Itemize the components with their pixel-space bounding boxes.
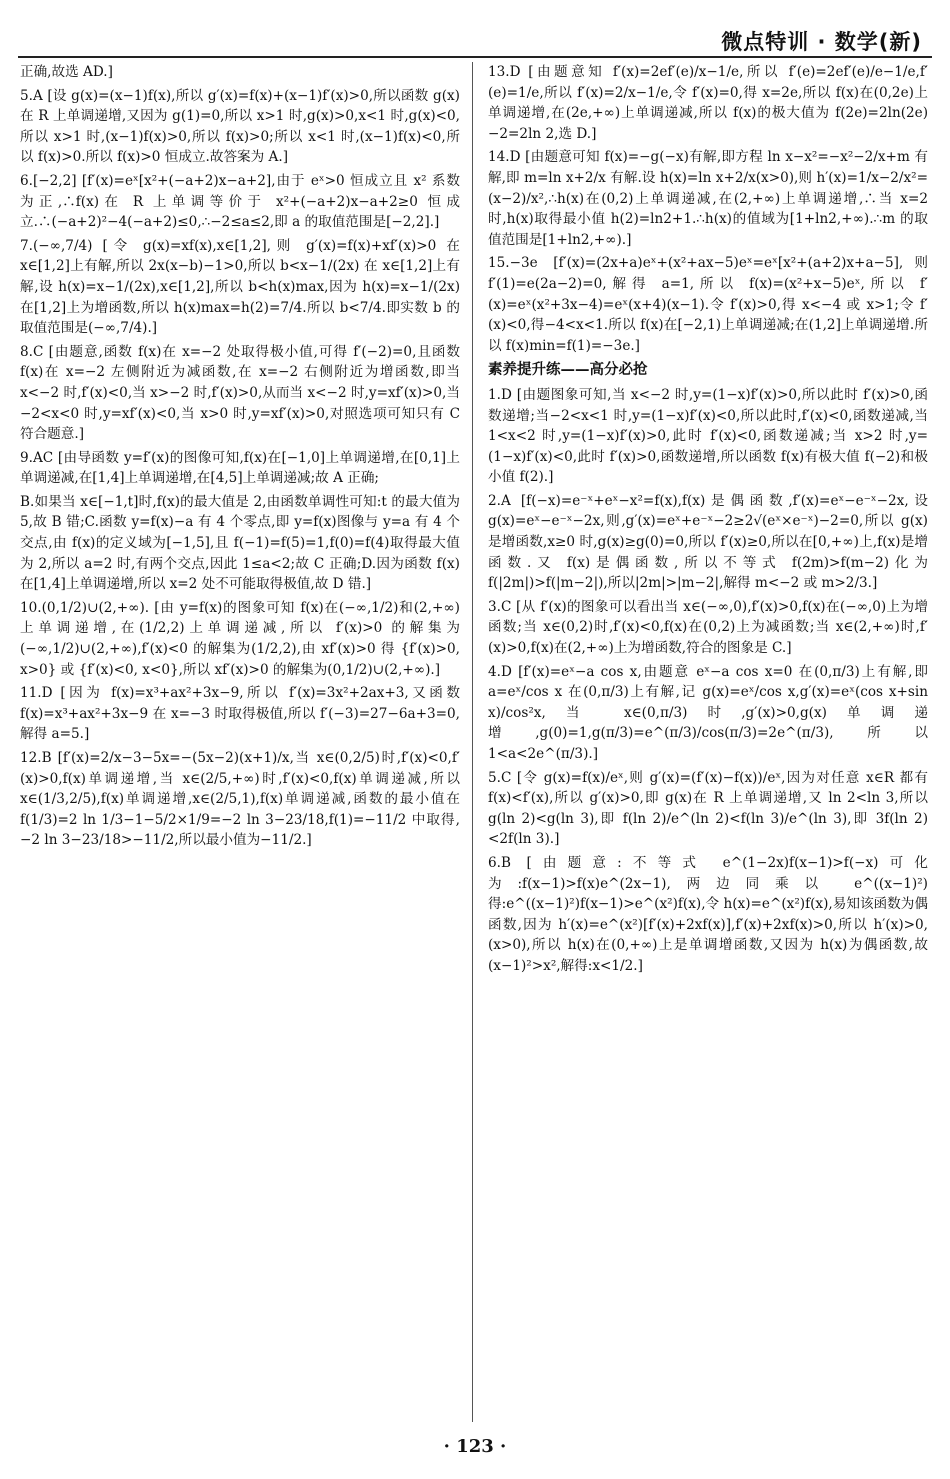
answer-7: 7.(−∞,7/4) [令 g(x)=xf(x),x∈[1,2],则 g′(x)=f(x)+xf′(x)>0 在 x∈[1,2]上有解,所以 2x(x−b)−1>0,所以 b<x−1/(2x) 在 x∈[1,2]上有解,设 h(x)=x−1/(2x),x∈[1,2],所以 b<h(x)max,因为 h(x)=x−1/(2x) 在[1,2]上为增函数,所以 h(x)max=h(2)=7/4.所以 b<7/4.即实数 b 的取值范围是(−∞,7/4).] — [20, 237, 460, 337]
answer-15: 15.−3e [f′(x)=(2x+a)eˣ+(x²+ax−5)eˣ=eˣ[x²+(a+2)x+a−5],则 f′(1)=e(2a−2)=0,解得 a=1,所以 f(x)=(x²+x−5)eˣ,所以 f′(x)=eˣ(x²+3x−4)=eˣ(x+4)(x−1).令 f′(x)>0,得 x<−4 或 x>1;令 f′(x)<0,得−4<x<1.所以 f(x)在[−2,1)上单调递减;在(1,2]上单调递增.所以 f(x)min=f(1)=−3e.] — [488, 255, 928, 354]
answer-9: 9.AC [由导函数 y=f′(x)的图像可知,f(x)在[−1,0]上单调递增,在[0,1]上单调递减,在[1,4]上单调递增,在[4,5]上单调递减;故 A 正确; — [20, 449, 460, 487]
answer-6: 6.[−2,2] [f′(x)=eˣ[x²+(−a+2)x−a+2],由于 eˣ>0 恒成立且 x² 系数为正,∴f(x)在 R 上单调等价于 x²+(−a+2)x−a+2≥0 恒成立.∴(−a+2)²−4(−a+2)≤0,∴−2≤a≤2,即 a 的取值范围是[−2,2].] — [20, 172, 460, 231]
advanced-answer-2: 2.A [f(−x)=e⁻ˣ+eˣ−x²=f(x),f(x)是偶函数,f′(x)=eˣ−e⁻ˣ−2x,设 g(x)=eˣ−e⁻ˣ−2x,则,g′(x)=eˣ+e⁻ˣ−2≥2√(eˣ×e⁻ˣ)−2=0,所以 g(x)是增函数,x≥0 时,g(x)≥g(0)=0,所以 f′(x)≥0,所以在[0,+∞)上,f(x)是增函数.又 f(x)是偶函数,所以不等式 f(2m)>f(m−2)化为 f(|2m|)>f(|m−2|),所以|2m|>|m−2|,解得 m<−2 或 m>2/3.] — [488, 492, 928, 592]
answer-11: 11.D [因为 f(x)=x³+ax²+3x−9,所以 f′(x)=3x²+2ax+3,又函数 f(x)=x³+ax²+3x−9 在 x=−3 时取得极值,所以 f′(−3)=27−6a+3=0,解得 a=5.] — [20, 685, 460, 743]
answer-14: 14.D [由题意可知 f(x)=−g(−x)有解,即方程 ln x−x²=−x²−2/x+m 有解,即 m=ln x+2/x 有解.设 h(x)=ln x+2/x(x>0),则 h′(x)=1/x−2/x²=(x−2)/x²,∴h(x)在(0,2)上单调递减,在(2,+∞)上单调递增,∴当 x=2 时,h(x)取得最小值 h(2)=ln2+1.∴h(x)的值域为[1+ln2,+∞).∴m 的取值范围是[1+ln2,+∞).] — [488, 149, 928, 248]
advanced-answer-6: 6.B [由题意:不等式 e^(1−2x)f(x−1)>f(−x)可化为:f(x−1)>f(x)e^(2x−1),两边同乘以 e^((x−1)²)得:e^((x−1)²)f(x−1)>e^(x²)f(x),令 h(x)=e^(x²)f(x),易知该函数为偶函数,因为 h′(x)=e^(x²)[f′(x)+2xf(x)],f′(x)+2xf(x)>0,所以 h′(x)>0,(x>0),所以 h(x)在(0,+∞)上是单调增函数,又因为 h(x)为偶函数,故(x−1)²>x²,解得:x<1/2.] — [488, 854, 928, 974]
answer-10: 10.(0,1/2)∪(2,+∞). [由 y=f(x)的图象可知 f(x)在(−∞,1/2)和(2,+∞)上单调递增,在(1/2,2)上单调递减,所以 f′(x)>0 的解集为(−∞,1/2)∪(2,+∞),f′(x)<0 的解集为(1/2,2),由 xf′(x)>0 得 {f′(x)>0, x>0} 或 {f′(x)<0, x<0},所以 xf′(x)>0 的解集为(0,1/2)∪(2,+∞).] — [20, 599, 460, 678]
answer-12: 12.B [f′(x)=2/x−3−5x=−(5x−2)(x+1)/x,当 x∈(0,2/5)时,f′(x)<0,f′(x)>0,f(x)单调递增,当 x∈(2/5,+∞)时,f′(x)<0,f(x)单调递减,所以 x∈(1/3,2/5),f(x)单调递增,x∈(2/5,1),f(x)单调递减,函数的最小值在 f(1/3)=2 ln 1/3−1−5/2×1/9=−2 ln 3−23/18,f(1)=−11/2 中取得,−2 ln 3−23/18>−11/2,所以最小值为−11/2.] — [20, 750, 460, 849]
column-divider — [472, 62, 473, 1422]
advanced-answer-4: 4.D [f′(x)=eˣ−a cos x,由题意 eˣ−a cos x=0 在(0,π/3)上有解,即 a=eˣ/cos x 在(0,π/3)上有解,记 g(x)=eˣ/cos x,g′(x)=eˣ(cos x+sin x)/cos²x,当 x∈(0,π/3)时,g′(x)>0,g(x)单调递增,g(0)=1,g(π/3)=e^(π/3)/cos(π/3)=2e^(π/3),所以 1<a<2e^(π/3).] — [488, 663, 928, 762]
right-column — [488, 62, 928, 980]
answer-5: 5.A [设 g(x)=(x−1)f(x),所以 g′(x)=f(x)+(x−1)f′(x)>0,所以函数 g(x)在 R 上单调递增,又因为 g(1)=0,所以 x>1 时,g(x)>0,x<1 时,g(x)<0,所以 x>1 时,(x−1)f(x)>0,所以 f(x)>0;所以 x<1 时,(x−1)f(x)<0,所以 f(x)>0.所以 f(x)>0 恒成立.故答案为 A.] — [20, 87, 460, 166]
answer-9-continued: B.如果当 x∈[−1,t]时,f(x)的最大值是 2,由函数单调性可知:t 的最大值为 5,故 B 错;C.函数 y=f(x)−a 有 4 个零点,即 y=f(x)图像与 y=a 有 4 个交点,由 f(x)的定义域为[−1,5],且 f(−1)=f(5)=1,f(0)=f(4)取得最大值为 2,所以 a=2 时,有两个交点,因此 1≤a<2;故 C 正确;D.因为函数 f(x)在[1,4]上单调递增,所以 x=2 处不可能取得极值,故 D 错.] — [20, 493, 460, 593]
page-number: · 123 · — [443, 1436, 507, 1457]
advanced-answer-5: 5.C [令 g(x)=f(x)/eˣ,则 g′(x)=(f′(x)−f(x))/eˣ,因为对任意 x∈R 都有 f(x)<f′(x),所以 g′(x)>0,即 g(x)在 R 上单调递增,又 ln 2<ln 3,所以 g(ln 2)<g(ln 3),即 f(ln 2)/e^(ln 2)<f(ln 3)/e^(ln 3),即 3f(ln 2)<2f(ln 3).] — [488, 769, 928, 848]
page-header — [18, 8, 932, 58]
answer-13: 13.D [由题意知 f′(x)=2ef′(e)/x−1/e,所以 f′(e)=2ef′(e)/e−1/e,f′(e)=1/e,所以 f′(x)=2/x−1/e,令 f′(x)=0,得 x=2e,所以 f(x)在(0,2e)上单调递增,在(2e,+∞)上单调递减,所以 f(x)的极大值为 f(2e)=2ln(2e)−2=2ln 2,选 D.] — [488, 64, 928, 142]
advanced-answer-1: 1.D [由题图象可知,当 x<−2 时,y=(1−x)f′(x)>0,所以此时 f′(x)>0,函数递增;当−2<x<1 时,y=(1−x)f′(x)<0,所以此时,f′(x)<0,函数递减,当 1<x<2 时,y=(1−x)f′(x)>0,此时 f′(x)<0,函数递减;当 x>2 时,y=(1−x)f′(x)<0,此时 f′(x)>0,函数递增,所以函数 f(x)有极大值 f(−2)和极小值 f(2).] — [488, 386, 928, 486]
left-column — [20, 62, 460, 854]
header-title: 微点特训 · 数学(新) — [721, 30, 922, 54]
answer-8: 8.C [由题意,函数 f(x)在 x=−2 处取得极小值,可得 f′(−2)=0,且函数 f(x)在 x=−2 左侧附近为减函数,在 x=−2 右侧附近为增函数,即当 x<−2 时,f′(x)<0,当 x>−2 时,f′(x)>0,从而当 x<−2 时,y=xf′(x)>0,当−2<x<0 时,y=xf′(x)<0,当 x>0 时,y=xf′(x)>0,对照选项可知只有 C 符合题意.] — [20, 343, 460, 443]
advanced-answer-3: 3.C [从 f′(x)的图象可以看出当 x∈(−∞,0),f′(x)>0,f(x)在(−∞,0)上为增函数;当 x∈(0,2)时,f′(x)<0,f(x)在(0,2)上为减函数;当 x∈(2,+∞)时,f′(x)>0,f(x)在(2,+∞)上为增函数,符合的图象是 C.] — [488, 598, 928, 657]
section-heading: 素养提升练——高分必抢 — [488, 362, 648, 379]
answer-continuation: 正确,故选 AD.] — [20, 64, 113, 80]
